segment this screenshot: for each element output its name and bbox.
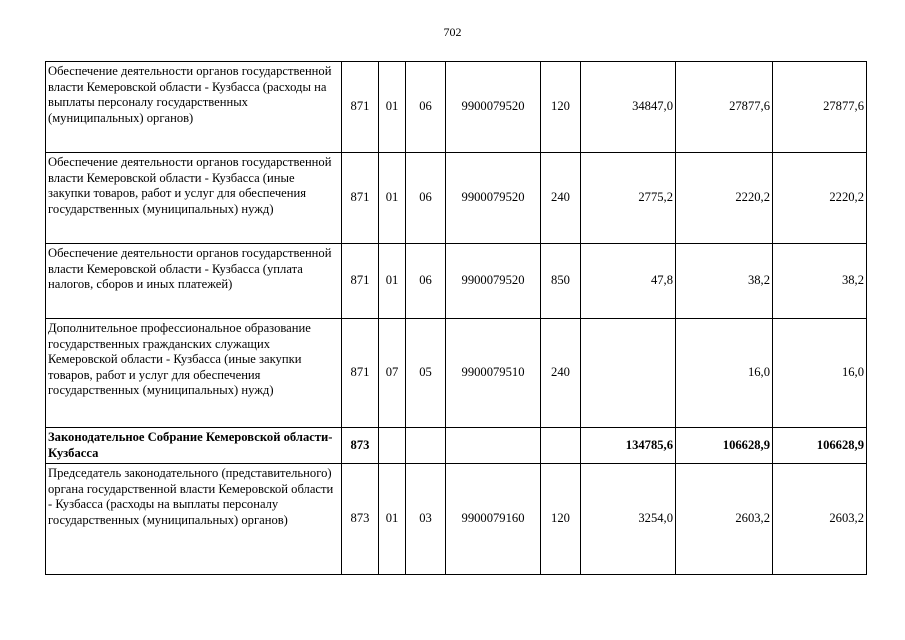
expense-type-code: 240 xyxy=(541,319,581,428)
department-code: 871 xyxy=(342,62,379,153)
table-row xyxy=(46,464,867,575)
expense-description: Обеспечение деятельности органов государственной власти Кемеровской области - Кузбасса (расходы на выплаты персоналу государственных (муниципальных) органов) xyxy=(46,62,342,153)
page-number: 702 xyxy=(443,25,462,39)
section-code: 01 xyxy=(379,153,406,244)
expense-type-code: 240 xyxy=(541,153,581,244)
amount-year-1: 34847,0 xyxy=(581,62,676,153)
amount-year-1: 2775,2 xyxy=(581,153,676,244)
expense-description: Обеспечение деятельности органов государственной власти Кемеровской области - Кузбасса (иные закупки товаров, работ и услуг для обеспечения государственных (муниципальных) нужд) xyxy=(46,153,342,244)
table-row xyxy=(46,62,867,153)
table-row xyxy=(46,319,867,428)
section-code: 01 xyxy=(379,244,406,319)
subsection-code xyxy=(406,428,446,464)
subsection-code: 06 xyxy=(406,153,446,244)
amount-year-3: 38,2 xyxy=(773,244,867,319)
target-item-code: 9900079520 xyxy=(446,153,541,244)
subsection-code: 06 xyxy=(406,62,446,153)
budget-table xyxy=(45,61,867,575)
subsection-code: 05 xyxy=(406,319,446,428)
amount-year-3: 106628,9 xyxy=(773,428,867,464)
expense-type-code: 120 xyxy=(541,464,581,575)
expense-type-code xyxy=(541,428,581,464)
amount-year-3: 27877,6 xyxy=(773,62,867,153)
target-item-code: 9900079520 xyxy=(446,244,541,319)
subsection-code: 06 xyxy=(406,244,446,319)
amount-year-2: 2220,2 xyxy=(676,153,773,244)
amount-year-3: 16,0 xyxy=(773,319,867,428)
department-code: 873 xyxy=(342,428,379,464)
target-item-code: 9900079510 xyxy=(446,319,541,428)
expense-description: Дополнительное профессиональное образование государственных гражданских служащих Кемеровской области - Кузбасса (иные закупки товаров, работ и услуг для обеспечения государственных (муниципальных) нужд) xyxy=(46,319,342,428)
expense-description: Законодательное Собрание Кемеровской области-Кузбасса xyxy=(46,428,342,464)
amount-year-2: 2603,2 xyxy=(676,464,773,575)
expense-description: Председатель законодательного (представительного) органа государственной власти Кемеровской области - Кузбасса (расходы на выплаты персоналу государственных (муниципальных) органов) xyxy=(46,464,342,575)
target-item-code: 9900079160 xyxy=(446,464,541,575)
subsection-code: 03 xyxy=(406,464,446,575)
expense-type-code: 120 xyxy=(541,62,581,153)
expense-description: Обеспечение деятельности органов государственной власти Кемеровской области - Кузбасса (уплата налогов, сборов и иных платежей) xyxy=(46,244,342,319)
amount-year-2: 38,2 xyxy=(676,244,773,319)
department-code: 873 xyxy=(342,464,379,575)
expense-type-code: 850 xyxy=(541,244,581,319)
amount-year-1 xyxy=(581,319,676,428)
amount-year-1: 3254,0 xyxy=(581,464,676,575)
amount-year-2: 27877,6 xyxy=(676,62,773,153)
amount-year-2: 106628,9 xyxy=(676,428,773,464)
table-row xyxy=(46,244,867,319)
department-code: 871 xyxy=(342,153,379,244)
amount-year-3: 2220,2 xyxy=(773,153,867,244)
target-item-code xyxy=(446,428,541,464)
section-code: 07 xyxy=(379,319,406,428)
section-code xyxy=(379,428,406,464)
target-item-code: 9900079520 xyxy=(446,62,541,153)
department-code: 871 xyxy=(342,244,379,319)
amount-year-1: 134785,6 xyxy=(581,428,676,464)
table-row xyxy=(46,153,867,244)
section-code: 01 xyxy=(379,62,406,153)
amount-year-1: 47,8 xyxy=(581,244,676,319)
section-code: 01 xyxy=(379,464,406,575)
amount-year-2: 16,0 xyxy=(676,319,773,428)
table-row xyxy=(46,428,867,464)
department-code: 871 xyxy=(342,319,379,428)
amount-year-3: 2603,2 xyxy=(773,464,867,575)
